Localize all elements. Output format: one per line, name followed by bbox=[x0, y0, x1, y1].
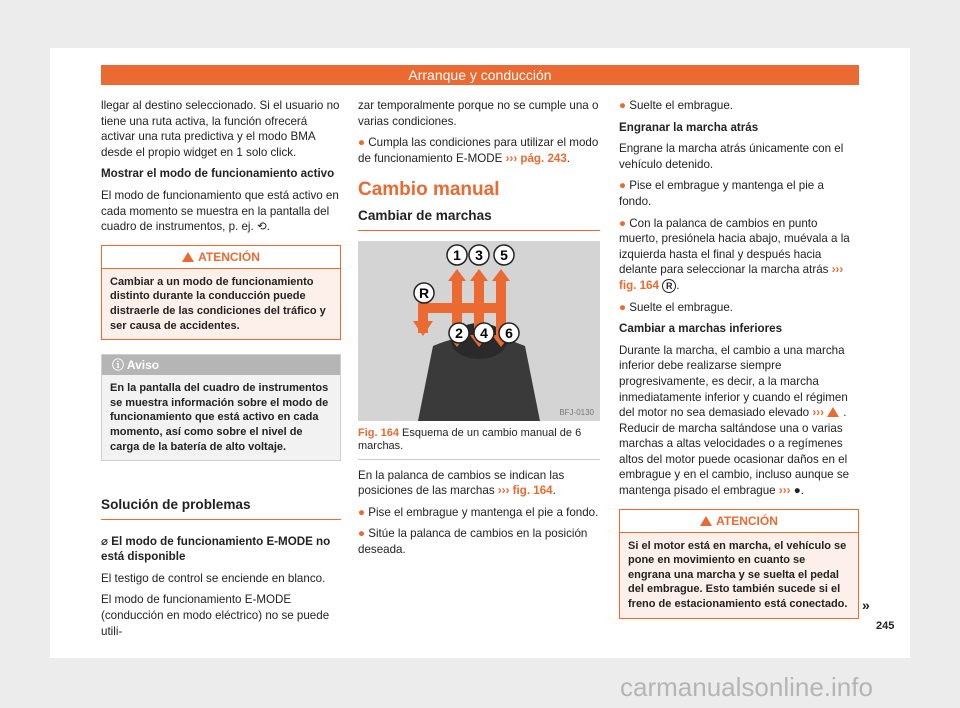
section-header: Arranque y conducción bbox=[101, 65, 859, 85]
page-number: 245 bbox=[876, 620, 895, 632]
paragraph: llegar al destino seleccionado. Si el usuario no tiene una ruta activa, la función ofrecerá activar una ruta predictiva y el modo BMA desde el propio widget en 1 solo click. bbox=[101, 99, 340, 159]
gear-label-4: 4 bbox=[480, 324, 488, 341]
note-body: En la pantalla del cuadro de instrumentos se muestra información sobre el modo de funcionamiento que está activo en cada momento, así como sobre el nivel de carga de la batería de alto voltaje. bbox=[102, 375, 340, 460]
chapter-title: Cambio manual bbox=[358, 179, 500, 201]
bullet-item: ● Sitúe la palanca de cambios en la posición deseada. bbox=[358, 527, 588, 556]
bullet-item: ● Suelte el embrague. bbox=[619, 99, 734, 112]
r-badge: R bbox=[662, 279, 676, 293]
continue-mark: » bbox=[862, 597, 870, 613]
page-link[interactable]: ››› pág. 243 bbox=[505, 151, 567, 165]
warning-icon bbox=[827, 407, 839, 417]
column-2 bbox=[358, 98, 600, 564]
section-heading: Solución de problemas bbox=[101, 497, 341, 520]
paragraph: El modo de funcionamiento que está activo en cada momento se muestra en la pantalla del cuadro de instrumentos, p. ej. ⟲. bbox=[101, 188, 339, 234]
subheading: Cambiar a marchas inferiores bbox=[619, 322, 783, 336]
subheading: Engranar la marcha atrás bbox=[619, 120, 759, 134]
warning-body: Si el motor está en marcha, el vehículo se pone en movimiento en cuanto se engrana una marcha y se suelta el pedal del embrague. Esto también sucede si el freno de estacionamiento está conectado. bbox=[620, 533, 858, 618]
warning-box bbox=[101, 245, 341, 340]
gear-shift-figure bbox=[358, 241, 600, 421]
warning-header: ATENCIÓN bbox=[102, 246, 340, 269]
figure-caption: Fig. 164 Esquema de un cambio manual de 6 marchas. bbox=[358, 421, 600, 460]
column-3 bbox=[619, 98, 859, 619]
mode-icon: ⟲ bbox=[256, 220, 267, 234]
section-heading: Cambiar de marchas bbox=[358, 208, 600, 231]
subheading: Mostrar el modo de funcionamiento activo bbox=[101, 167, 335, 181]
note-header: ⓘ Aviso bbox=[102, 355, 340, 375]
paragraph: En la palanca de cambios se indican las posiciones de las marchas ››› fig. 164. bbox=[358, 468, 565, 498]
plug-icon: ⌀ bbox=[101, 534, 108, 548]
gear-label-2: 2 bbox=[455, 324, 463, 341]
bullet-item: ● Pise el embrague y mantenga el pie a fondo. bbox=[358, 505, 599, 519]
warning-header: ATENCIÓN bbox=[620, 510, 858, 533]
bullet-item: ● Con la palanca de cambios en punto muerto, presiónela hacia abajo, muévala a la izquierda hasta el final y después hacia delante para seleccionar la marcha atrás ››› fig. 164 R . bbox=[619, 216, 850, 292]
paragraph: Engrane la marcha atrás únicamente con el vehículo detenido. bbox=[619, 142, 844, 171]
warning-icon bbox=[700, 516, 712, 526]
bullet-item: ● Suelte el embrague. bbox=[619, 300, 734, 314]
paragraph: Durante la marcha, el cambio a una marcha inferior debe realizarse siempre progresivamente, es decir, a la marcha inmediatamente inferior y cuando el régimen del motor no sea demasiado elevado ››› . Reducir de marcha saltándose una o varias marchas a altas velocidades o a regímenes altos del motor puede ocasionar daños en el embrague y en el cambio, incluso aunque se mantenga pisado el embrague ››› ●. bbox=[619, 343, 850, 498]
paragraph: El modo de funcionamiento E-MODE (conducción en modo eléctrico) no se puede utili- bbox=[101, 593, 330, 638]
gear-label-1: 1 bbox=[453, 246, 461, 263]
column-1 bbox=[101, 98, 341, 645]
watermark: carmanualsonline.info bbox=[620, 672, 873, 702]
gear-label-3: 3 bbox=[475, 246, 483, 263]
bullet-item: ● Cumpla las condiciones para utilizar el modo de funcionamiento E-MODE ››› pág. 243. bbox=[358, 136, 599, 165]
gear-label-r: R bbox=[418, 284, 430, 301]
subheading: ⌀ El modo de funcionamiento E-MODE no está disponible bbox=[101, 534, 331, 564]
warning-icon bbox=[182, 252, 194, 262]
note-box bbox=[101, 354, 341, 461]
bullet-item: ● Pise el embrague y mantenga el pie a fondo. bbox=[619, 179, 824, 208]
gear-label-6: 6 bbox=[505, 324, 513, 341]
paragraph: zar temporalmente porque no se cumple una o varias condiciones. bbox=[358, 99, 599, 128]
warning-body: Cambiar a un modo de funcionamiento distinto durante la conducción puede distraerle de las condiciones del tráfico y ser causa de accidentes. bbox=[102, 269, 340, 339]
paragraph: El testigo de control se enciende en blanco. bbox=[101, 571, 326, 585]
info-icon: ⓘ bbox=[112, 358, 125, 373]
figure-code: BFJ-0130 bbox=[559, 407, 594, 417]
figure-link[interactable]: ››› fig. 164 bbox=[497, 484, 553, 498]
info-dot-icon: ● bbox=[793, 484, 801, 498]
figure-link[interactable]: ››› fig. 164 bbox=[619, 263, 844, 292]
gear-label-5: 5 bbox=[500, 246, 508, 263]
warning-box bbox=[619, 509, 859, 619]
